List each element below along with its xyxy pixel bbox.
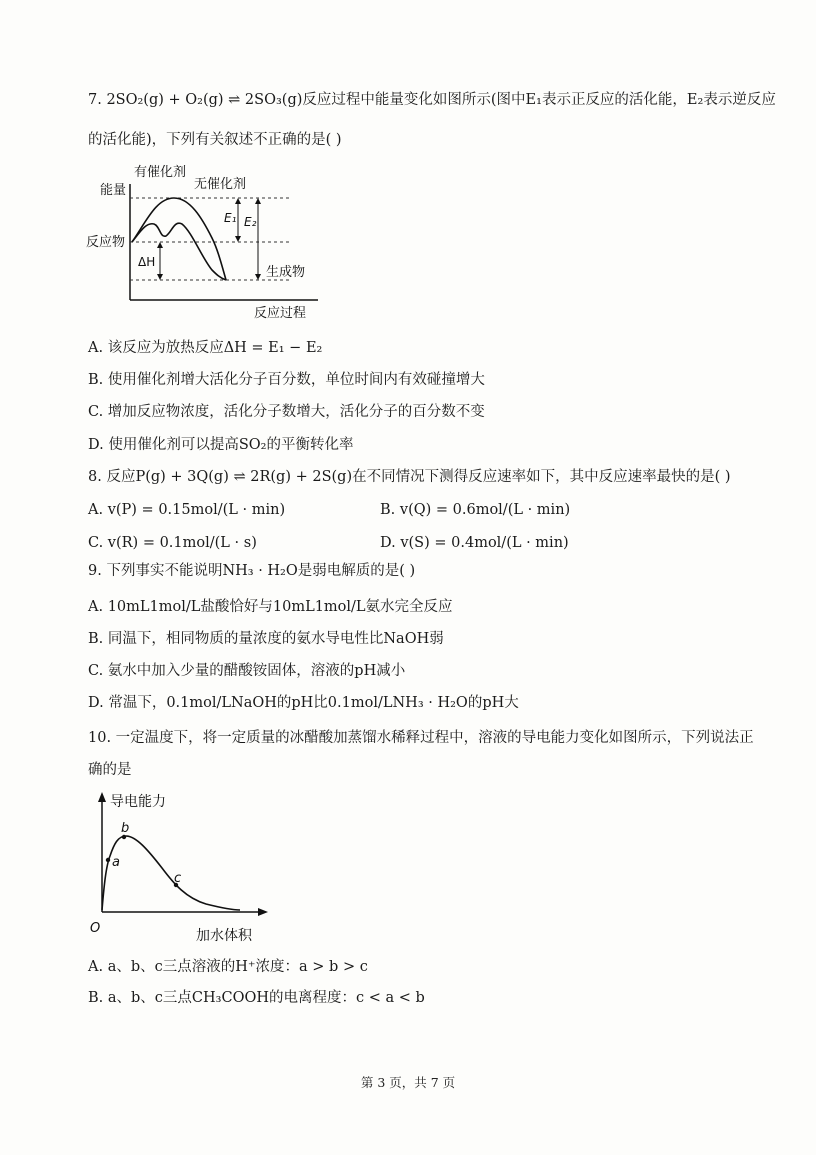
q7-option-c: C. 增加反应物浓度，活化分子数增大，活化分子的百分数不变: [88, 404, 485, 420]
q8-stem: 8. 反应P(g) + 3Q(g) ⇌ 2R(g) + 2S(g)在不同情况下测得反应速率如下，其中反应速率最快的是( ): [88, 469, 731, 485]
q7-energy-diagram: [86, 162, 326, 322]
page-footer: 第 3 页，共 7 页: [360, 1075, 456, 1090]
label-reactant: 反应物: [86, 235, 126, 250]
label-x: 加水体积: [196, 928, 252, 944]
q9-option-c: C. 氨水中加入少量的醋酸铵固体，溶液的pH减小: [88, 663, 406, 679]
q10-option-a: A. a、b、c三点溶液的H⁺浓度：a > b > c: [88, 959, 368, 975]
q7-stem-line2: 的活化能)，下列有关叙述不正确的是( ): [88, 132, 342, 148]
label-catalyst: 有催化剂: [134, 165, 187, 180]
q9-stem: 9. 下列事实不能说明NH₃ · H₂O是弱电解质的是( ): [88, 563, 416, 579]
label-e1: E₁: [224, 211, 237, 225]
q7-stem-line1: 7. 2SO₂(g) + O₂(g) ⇌ 2SO₃(g)反应过程中能量变化如图所示(图中E₁表示正反应的活化能，E₂表示逆反应: [88, 92, 776, 108]
q7-option-b: B. 使用催化剂增大活化分子百分数，单位时间内有效碰撞增大: [88, 372, 485, 388]
q8-option-a: A. v(P) = 0.15mol/(L · min): [88, 502, 286, 518]
label-product: 生成物: [266, 265, 306, 280]
q9-option-d: D. 常温下，0.1mol/LNaOH的pH比0.1mol/LNH₃ · H₂O的pH大: [88, 695, 519, 711]
conductivity-curve: [102, 836, 240, 910]
label-energy: 能量: [100, 183, 127, 198]
label-a: a: [112, 855, 120, 870]
label-xaxis: 反应过程: [254, 306, 307, 321]
q10-stem-line2: 确的是: [88, 762, 132, 778]
label-y: 导电能力: [110, 794, 166, 810]
label-dh: ΔH: [138, 255, 156, 269]
q10-stem-line1: 10. 一定温度下，将一定质量的冰醋酸加蒸馏水稀释过程中，溶液的导电能力变化如图所示，下列说法正: [88, 730, 754, 746]
q7-option-d: D. 使用催化剂可以提高SO₂的平衡转化率: [88, 437, 354, 453]
catalyst-curve: [132, 223, 226, 280]
q8-option-c: C. v(R) = 0.1mol/(L · s): [88, 535, 257, 551]
label-no-catalyst: 无催化剂: [194, 177, 247, 192]
label-b: b: [121, 821, 130, 836]
point-a: [106, 858, 110, 862]
label-e2: E₂: [244, 215, 257, 229]
q9-option-a: A. 10mL1mol/L盐酸恰好与10mL1mol/L氨水完全反应: [88, 599, 453, 615]
q9-option-b: B. 同温下，相同物质的量浓度的氨水导电性比NaOH弱: [88, 631, 444, 647]
q7-option-a: A. 该反应为放热反应ΔH = E₁ − E₂: [88, 340, 323, 356]
q10-option-b: B. a、b、c三点CH₃COOH的电离程度：c < a < b: [88, 990, 425, 1006]
q8-option-d: D. v(S) = 0.4mol/(L · min): [380, 535, 569, 551]
q10-conductivity-graph: [86, 786, 286, 946]
label-origin: O: [90, 921, 101, 936]
q8-option-b: B. v(Q) = 0.6mol/(L · min): [380, 502, 571, 518]
label-c: c: [174, 871, 182, 886]
